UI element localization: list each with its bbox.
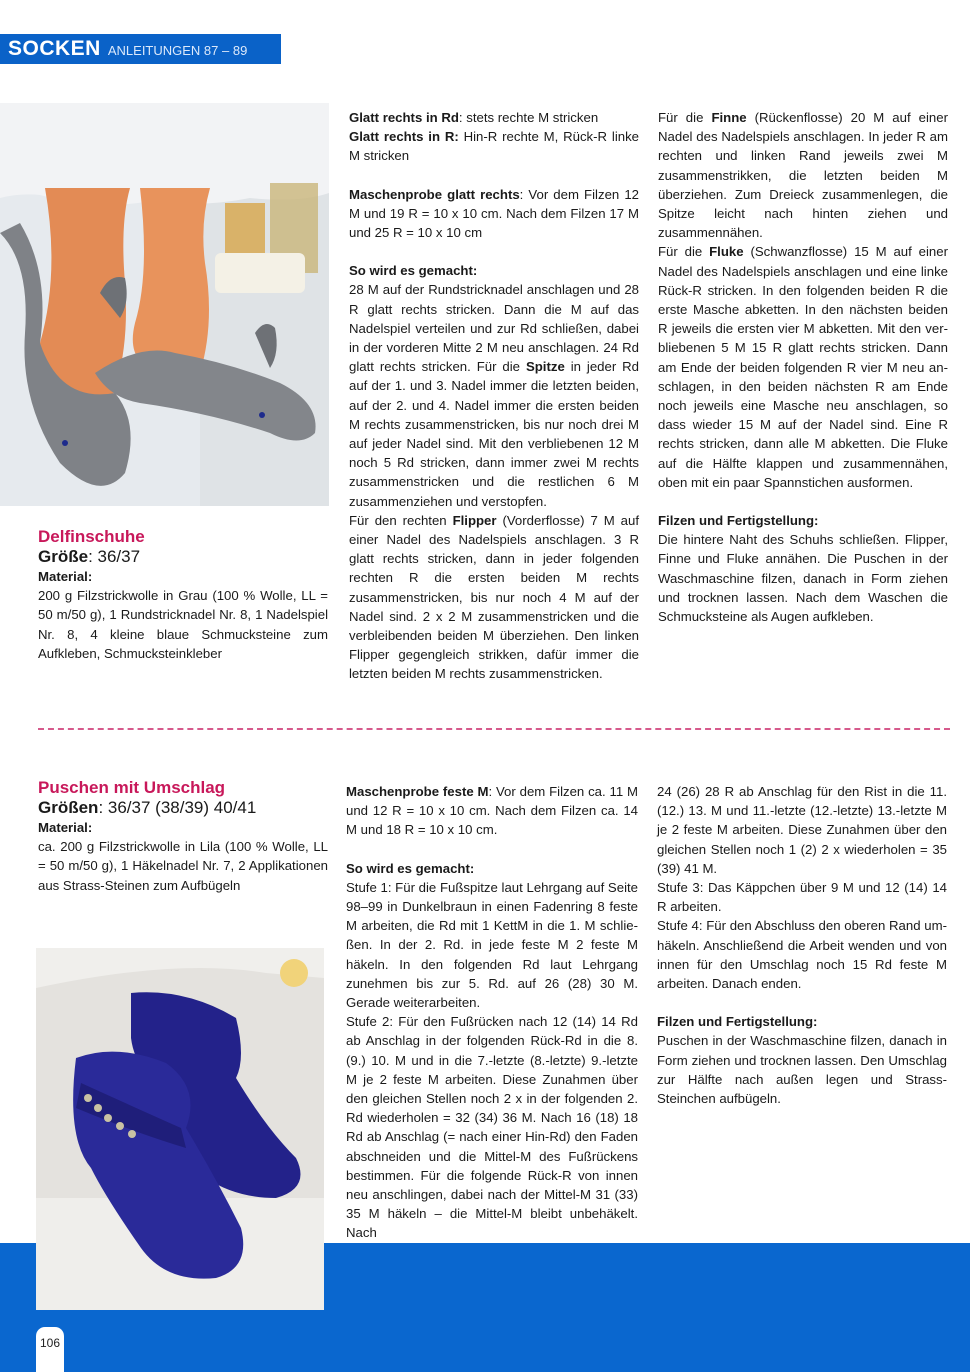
stufe-2-cont: 24 (26) 28 R ab Anschlag für den Rist in die 11. (12.) 13. M und 11.-letzte (12.-letzte) 13.-letzte M je 2 feste M arbeiten. Diese Zunahmen über den gleichen Stellen noch 1 (2) 2 x wiederholen = 35 (39) 41 M. (657, 784, 947, 876)
material-heading: Material: (38, 820, 93, 835)
glatt-r-text: Hin-R rechte M, Rück-R linke M stricken (349, 129, 640, 164)
page-number-tab (36, 1327, 64, 1372)
flipper-text-a: Für den rechten (349, 512, 453, 528)
delfinschuhe-instructions (349, 108, 639, 684)
finne-term: Finne (711, 110, 747, 125)
finne-paragraph (658, 108, 948, 242)
pattern-title: Puschen mit Umschlag (38, 778, 226, 797)
stufe-1: Stufe 1: Für die Fußspitze laut Lehrgang auf Seite 98–99 in Dunkelbraun in einen Fadenring 8 feste M arbeiten, die Rd mit 1 KettM in die 1. M schließen. In der 2. Rd. in jede feste M 2 feste M häkeln. In den folgenden Rd laut Lehrgang zunehmen bis zur 5. Rd. auf 26 (28) 30 M. Gerade weiterarbeiten. (346, 879, 638, 1011)
maschenprobe-line (346, 782, 638, 840)
fluke-term: Fluke (709, 244, 744, 260)
size-label: Größe (38, 547, 89, 566)
pattern-title: Delfinschuhe (38, 527, 145, 546)
maschenprobe-label: Maschenprobe glatt rechts (349, 186, 520, 202)
delfinschuhe-instructions-cont (658, 108, 948, 626)
finne-text-b: (Rückenflosse) 20 M auf einer Nadel des Nadelspiels anschlagen. In jeder R am rechten und linken Rand jeweils zwei M zusammenstrikken, die letzten beiden M überziehen. Zum Dreieck zusammenlegen, die Spitze leicht nach hinten ziehen und zusammennähen. (658, 110, 948, 241)
howto-term-spitze: Spitze (525, 359, 565, 375)
howto-heading: So wird es gemacht: (346, 860, 475, 876)
stufe-2: Stufe 2: Für den Fußrücken nach 12 (14) 14 Rd ab Anschlag in der folgenden Rück-Rd in die 8. (9.) 10. M und in die 7.-letzte (8.-letzte) 9.-letzte M je 2 feste M arbeiten. Diese Zunahmen über den gleichen Stellen noch 2 x in der folgenden 2. Rd wiederholen = 32 (34) 36 M. Nach 16 (18) 18 Rd ab Anschlag (= nach einer Hin-Rd) den Faden abschneiden und die Mittel-M des Fußrückens bestimmen. Für die folgende Rück-R von innen neu anschlingen, dabei nach der Mittel-M 31 (33) 35 M häkeln – die Mittel-M bleibt unbehäkelt. Nach (346, 1014, 638, 1241)
size-label: Größen (38, 798, 99, 817)
finish-heading: Filzen und Fertigstellung: (658, 513, 819, 529)
material-text: ca. 200 g Filzstrickwolle in Lila (100 % Wolle, LL = 50 m/50 g), 1 Häkelnadel Nr. 7, 2 Applikationen aus Strass-Steinen zum Aufbügeln (38, 839, 328, 893)
finish-text: Puschen in der Waschmaschine filzen, danach in Form ziehen und trocknen lassen. Den Umschlag zur Hälfte nach außen legen und Strass-Steinchen aufbügeln. (657, 1033, 947, 1107)
howto-paragraph (349, 280, 639, 510)
finish-text: Die hintere Naht des Schuhs schließen. Flipper, Finne und Fluke annähen. Die Puschen in der Waschmaschine filzen, danach in Form ziehen und trocknen lassen. Nach dem Waschen die Schmucksteine als Augen aufkleben. (658, 532, 948, 625)
glatt-r-line (349, 127, 639, 165)
size-line (38, 798, 328, 818)
howto-text-b: in jeder Rd auf der 1. und 3. Nadel immer die letzten beiden, auf der 2. und 4. Nadel immer die ersten beiden M rechts zusammenstricken, bis nur noch drei M auf jeder Nadel sind. Mit den verbliebenen 12 M noch 5 Rd stricken, dann immer zwei M rechts zusammenstricken und die restlichen 6 M zusammenziehen und verstopfen. (349, 359, 639, 509)
fluke-text-b: (Schwanzflosse) 15 M auf einer Nadel des Nadelspiels anschlagen und eine linke Rück-R stricken. In den folgenden beiden R die erste Masche abketten. In den nächsten beiden R jeweils die ersten vier M abketten. Mit den verbliebenen 5 M 15 R glatt rechts stricken. Dann am Ende der beiden folgenden R vier M neu anschlagen, in den beiden nächsten R am Ende noch jeweils eine Masche neu anschlagen, so dass wieder 15 M auf der Nadel sind. Eine R rechts stricken, dann alle M abketten. Die Fluke auf die Hälfte klappen und zusammennähen, oben mit ein paar Spannstichen ausformen. (658, 244, 948, 490)
puschen-illustration (36, 948, 324, 1310)
section-subtitle: ANLEITUNGEN 87 – 89 (107, 43, 248, 58)
size-value: : 36/37 (88, 547, 141, 566)
flipper-paragraph (349, 511, 639, 684)
puschen-intro (38, 778, 328, 895)
glatt-rd-label: Glatt rechts in Rd (349, 110, 459, 125)
dolphin-slippers-photo (0, 103, 329, 506)
flipper-text-b: (Vorderflosse) 7 M auf einer Nadel des Nadelspiels anschlagen. 3 R glatt rechts stricken, dann in jeder folgenden rechten R die ersten beiden M rechts zusammenstricken, bis nur noch 4 M auf der Nadel sind. 2 x 2 M zusammenstricken und die verbleibenden beiden M überziehen. Den linken Flipper gegengleich strikken, dafür immer die letzten beiden M rechts zusammenstricken. (349, 512, 639, 682)
dolphin-slippers-illustration (0, 103, 329, 506)
maschenprobe-text: : Vor dem Filzen ca. 11 M und 12 R = 10 x 10 cm. Nach dem Filzen ca. 14 M und 18 R = 10 x 10 cm. (346, 784, 638, 838)
page-number: 106 (39, 1336, 61, 1350)
glatt-rd-line (349, 108, 639, 127)
delfinschuhe-intro (38, 527, 328, 663)
howto-text-a: 28 M auf der Rundstricknadel anschlagen und 28 R glatt rechts stricken. Dann die M auf das Nadelspiel verteilen und zur Rd schließen, dabei in der vorderen Mitte 2 M neu anschlagen. 24 Rd glatt rechts stricken. Für die (349, 282, 639, 375)
puschen-instructions (346, 782, 638, 1243)
material-heading: Material: (38, 569, 93, 584)
flipper-term: Flipper (452, 512, 497, 528)
size-value: : 36/37 (38/39) 40/41 (98, 798, 257, 817)
howto-heading: So wird es gemacht: (349, 263, 478, 279)
size-line (38, 547, 328, 567)
glatt-rd-text: : stets rechte M stricken (458, 110, 599, 125)
stufe-4: Stufe 4: Für den Abschluss den oberen Rand umhäkeln. Anschließend die Arbeit wenden und von innen für den Umschlag noch 15 Rd feste M arbeiten. Danach enden. (657, 918, 947, 992)
finish-heading: Filzen und Fertigstellung: (657, 1014, 818, 1030)
stufe-3: Stufe 3: Das Käppchen über 9 M und 12 (14) 14 R arbeiten. (657, 880, 947, 915)
maschenprobe-line (349, 185, 639, 243)
fluke-text-a: Für die (658, 244, 710, 260)
finne-text-a: Für die (658, 110, 712, 125)
maschenprobe-label: Maschenprobe feste M (346, 784, 489, 799)
maschenprobe-text: : Vor dem Filzen 12 M und 19 R = 10 x 10 cm. Nach dem Filzen 17 M und 25 R = 10 x 10 cm (349, 186, 639, 241)
puschen-instructions-cont (657, 782, 947, 1108)
section-title: SOCKEN (8, 37, 101, 60)
section-header (0, 34, 281, 64)
material-text: 200 g Filzstrickwolle in Grau (100 % Wolle, LL = 50 m/50 g), 1 Rundstricknadel Nr. 8, 1 Nadelspiel Nr. 8, 4 kleine blaue Schmucksteine zum Aufkleben, Schmucksteinkleber (38, 588, 328, 661)
glatt-r-label: Glatt rechts in R: (349, 129, 459, 145)
puschen-photo (36, 948, 324, 1310)
fluke-paragraph (658, 242, 948, 492)
section-divider (38, 728, 950, 730)
